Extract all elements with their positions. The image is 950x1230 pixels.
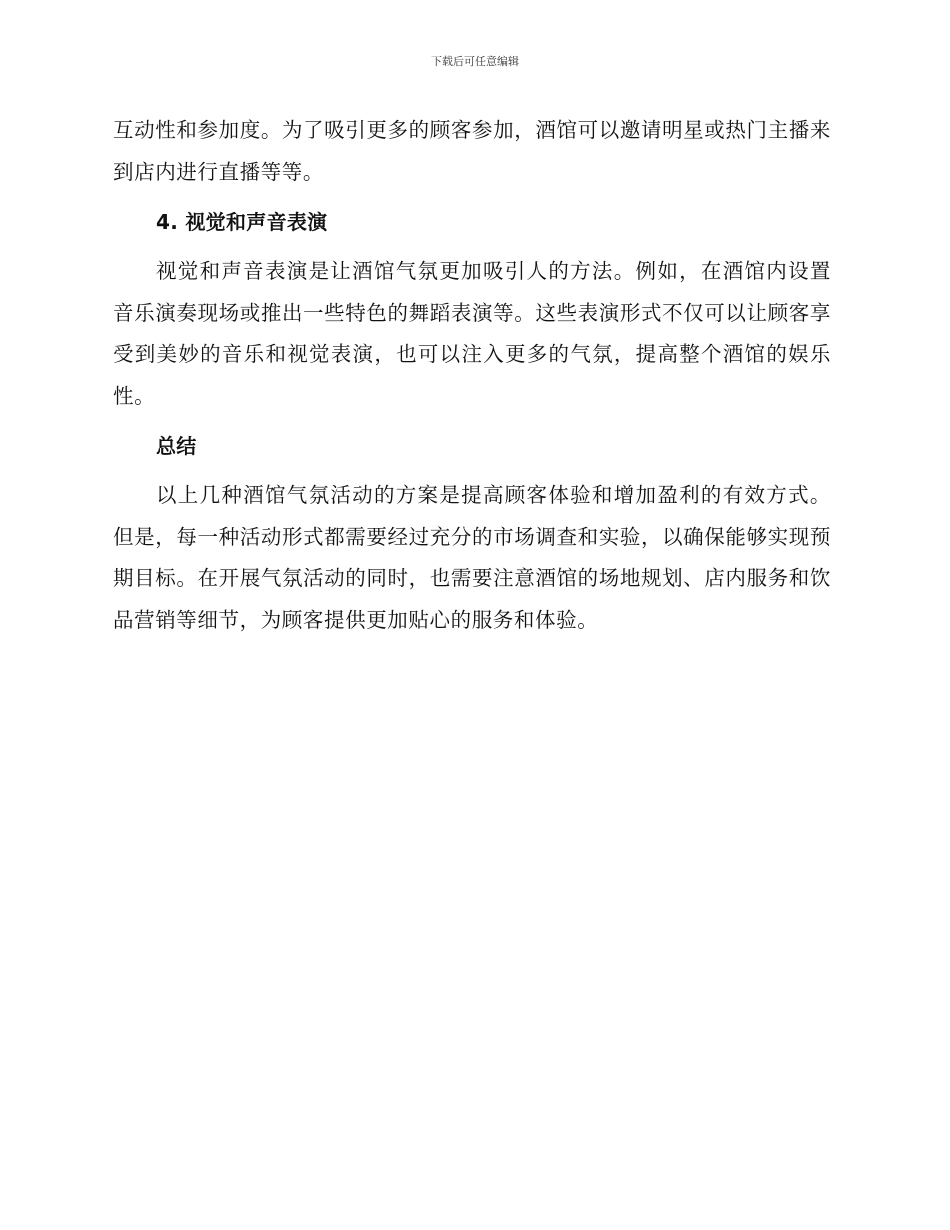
document-body xyxy=(113,110,831,641)
section-heading-visual-audio: 4. 视觉和声音表演 xyxy=(156,210,328,234)
paragraph-visual-audio: 视觉和声音表演是让酒馆气氛更加吸引人的方法。例如，在酒馆内设置音乐演奏现场或推出一些特色的舞蹈表演等。这些表演形式不仅可以让顾客享受到美妙的音乐和视觉表演，也可以注入更多的气氛，提高整个酒馆的娱乐性。 xyxy=(113,259,831,408)
section-heading-summary: 总结 xyxy=(156,434,197,458)
page-header: 下载后可任意编辑 xyxy=(431,55,519,68)
paragraph-continuation: 互动性和参加度。为了吸引更多的顾客参加，酒馆可以邀请明星或热门主播来到店内进行直播等等。 xyxy=(113,118,831,184)
paragraph-summary: 以上几种酒馆气氛活动的方案是提高顾客体验和增加盈利的有效方式。但是，每一种活动形式都需要经过充分的市场调查和实验，以确保能够实现预期目标。在开展气氛活动的同时，也需要注意酒馆的场地规划、店内服务和饮品营销等细节，为顾客提供更加贴心的服务和体验。 xyxy=(113,483,831,632)
